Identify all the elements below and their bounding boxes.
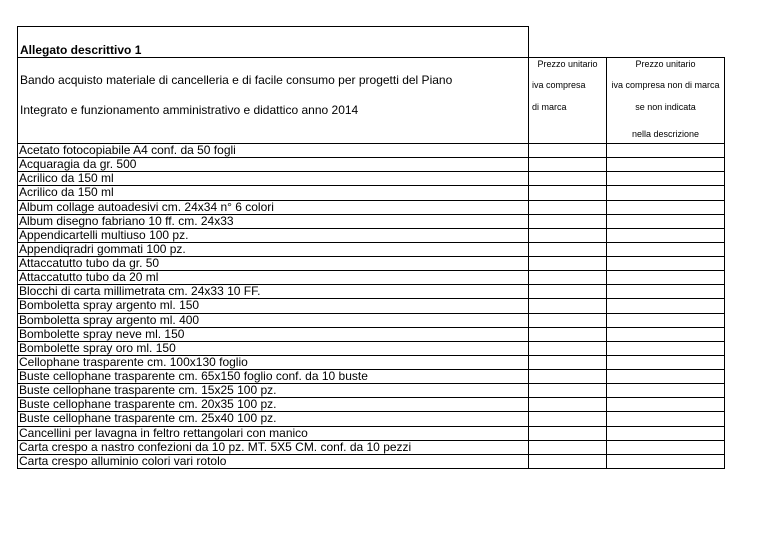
item-description: Album collage autoadesivi cm. 24x34 n° 6 colori	[19, 200, 274, 214]
item-description: Bombolette spray neve ml. 150	[19, 327, 185, 341]
title-underline	[17, 57, 529, 58]
price-row-separator	[528, 298, 725, 299]
item-description: Buste cellophane trasparente cm. 15x25 100 pz.	[19, 383, 277, 397]
price-row-separator	[528, 369, 725, 370]
price-row-separator	[528, 242, 725, 243]
col-a-header-3: di marca	[532, 102, 567, 112]
price-row-separator	[528, 157, 725, 158]
header-top-border	[17, 26, 529, 27]
item-description: Acetato fotocopiabile A4 conf. da 50 fogli	[19, 143, 236, 157]
price-row-separator	[528, 454, 725, 455]
price-row-separator	[528, 426, 725, 427]
item-description: Acrilico da 150 ml	[19, 185, 114, 199]
price-row-separator	[528, 397, 725, 398]
col-a-header-1: Prezzo unitario	[537, 59, 598, 69]
item-description: Attaccatutto tubo da 20 ml	[19, 270, 159, 284]
item-description: Album disegno fabriano 10 ff. cm. 24x33	[19, 214, 234, 228]
col-b-right-border	[724, 57, 725, 469]
price-row-separator	[528, 284, 725, 285]
item-description: Bomboletta spray argento ml. 400	[19, 313, 200, 327]
price-row-separator	[528, 214, 725, 215]
col-a-left-border	[528, 26, 529, 469]
price-row-separator	[528, 355, 725, 356]
item-description: Blocchi di carta millimetrata cm. 24x33 10 FF.	[19, 284, 261, 298]
item-description: Cancellini per lavagna in feltro rettangolari con manico	[19, 426, 308, 440]
price-row-separator	[528, 270, 725, 271]
col-b-header-4: nella descrizione	[631, 129, 700, 139]
item-description: Appendiqradri gommati 100 pz.	[19, 242, 186, 256]
col-b-header-3: se non indicata	[635, 102, 696, 112]
price-row-separator	[528, 228, 725, 229]
item-description: Acrilico da 150 ml	[19, 171, 114, 185]
col-b-header-2: iva compresa non di marca	[611, 80, 720, 90]
item-description: Cellophane trasparente cm. 100x130 foglio	[19, 355, 248, 369]
description-line-1: Bando acquisto materiale di cancelleria e di facile consumo per progetti del Piano	[20, 73, 453, 87]
item-description: Bombolette spray oro ml. 150	[19, 341, 176, 355]
price-row-separator	[528, 383, 725, 384]
item-description: Buste cellophane trasparente cm. 25x40 100 pz.	[19, 411, 277, 425]
item-description: Appendicartelli multiuso 100 pz.	[19, 228, 189, 242]
item-description: Acquaragia da gr. 500	[19, 157, 137, 171]
price-row-separator	[528, 256, 725, 257]
item-description: Carta crespo alluminio colori vari rotolo	[19, 454, 227, 468]
price-row-separator	[528, 313, 725, 314]
item-description: Carta crespo a nastro confezioni da 10 pz. MT. 5X5 CM. conf. da 10 pezzi	[19, 440, 412, 454]
table-bottom-border	[17, 468, 725, 469]
price-cols-top-border	[528, 57, 725, 58]
item-description: Buste cellophane trasparente cm. 65x150 foglio conf. da 10 buste	[19, 369, 368, 383]
col-a-header-2: iva compresa	[532, 80, 586, 90]
left-border	[17, 26, 18, 469]
item-description: Buste cellophane trasparente cm. 20x35 100 pz.	[19, 397, 277, 411]
price-row-separator	[528, 200, 725, 201]
item-description: Attaccatutto tubo da gr. 50	[19, 256, 160, 270]
price-row-separator	[528, 171, 725, 172]
price-row-separator	[528, 185, 725, 186]
description-line-2: Integrato e funzionamento amministrativo e didattico anno 2014	[20, 103, 359, 117]
price-row-separator	[528, 440, 725, 441]
price-cols-rows-top-border	[528, 143, 725, 144]
price-row-separator	[528, 327, 725, 328]
document-title: Allegato descrittivo 1	[20, 43, 142, 57]
col-b-left-border	[606, 57, 607, 469]
item-description: Bomboletta spray argento ml. 150	[19, 298, 200, 312]
price-row-separator	[528, 411, 725, 412]
col-b-header-1: Prezzo unitario	[635, 59, 696, 69]
price-row-separator	[528, 341, 725, 342]
